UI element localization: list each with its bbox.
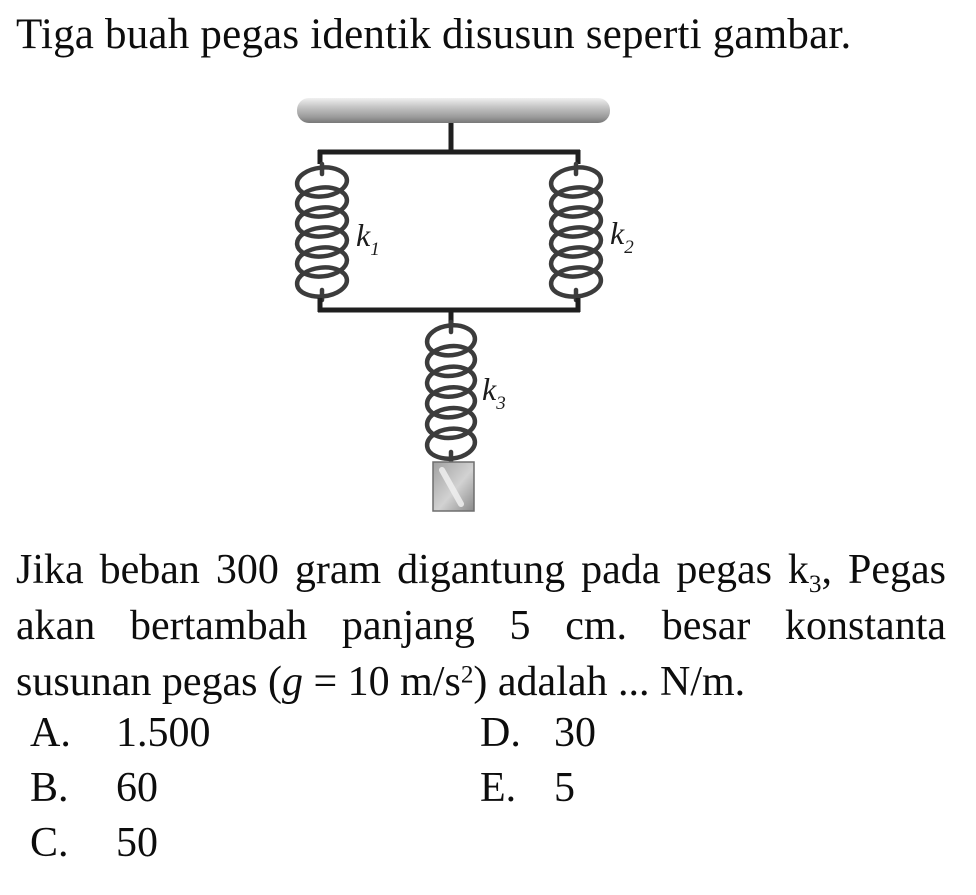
question-line-2: akan bertambah panjang 5 cm. besar konstanta <box>16 603 946 649</box>
option-d-letter: D. <box>480 710 521 756</box>
k3-subscript: 3 <box>808 570 822 598</box>
ceiling-bar <box>297 98 610 123</box>
option-a-letter: A. <box>30 710 71 756</box>
gravity-symbol: g <box>281 659 303 705</box>
option-d-value: 30 <box>554 710 596 756</box>
answer-options <box>30 705 960 870</box>
option-a-value: 1.500 <box>116 710 211 756</box>
question-text <box>16 542 946 710</box>
option-b-value: 60 <box>116 765 158 811</box>
spring-diagram-svg <box>268 88 678 528</box>
option-d <box>480 705 920 760</box>
option-c <box>30 815 480 870</box>
option-e <box>480 760 920 815</box>
option-empty-cell <box>480 815 920 870</box>
option-b-letter: B. <box>30 765 69 811</box>
question-line-3: susunan pegas (g = 10 $m/s^2$) adalah ... N/m. <box>16 659 746 705</box>
problem-title: Tiga buah pegas identik disusun seperti gambar. <box>16 11 852 58</box>
option-e-letter: E. <box>480 765 517 811</box>
options-row-2 <box>30 760 960 815</box>
parallel-top-bar <box>318 150 580 164</box>
spring-k2 <box>550 164 603 300</box>
squared-superscript: 2 <box>460 661 474 689</box>
spring-k3 <box>426 322 477 462</box>
options-row-1 <box>30 705 960 760</box>
label-k2: $k_2$ <box>610 215 634 258</box>
spring-diagram <box>268 88 678 528</box>
option-c-value: 50 <box>116 820 158 866</box>
parallel-bottom-bar <box>318 298 580 312</box>
option-b <box>30 760 480 815</box>
label-k1: $k_1$ <box>356 217 380 260</box>
question-line-1: Jika beban 300 gram digantung pada pegas $k_3$, Pegas <box>16 547 946 598</box>
label-k3: $k_3$ <box>482 371 506 414</box>
option-e-value: 5 <box>554 765 575 811</box>
weight-block <box>433 462 474 511</box>
spring-k1 <box>296 164 349 300</box>
option-c-letter: C. <box>30 820 69 866</box>
option-a <box>30 705 480 760</box>
options-row-3 <box>30 815 960 870</box>
